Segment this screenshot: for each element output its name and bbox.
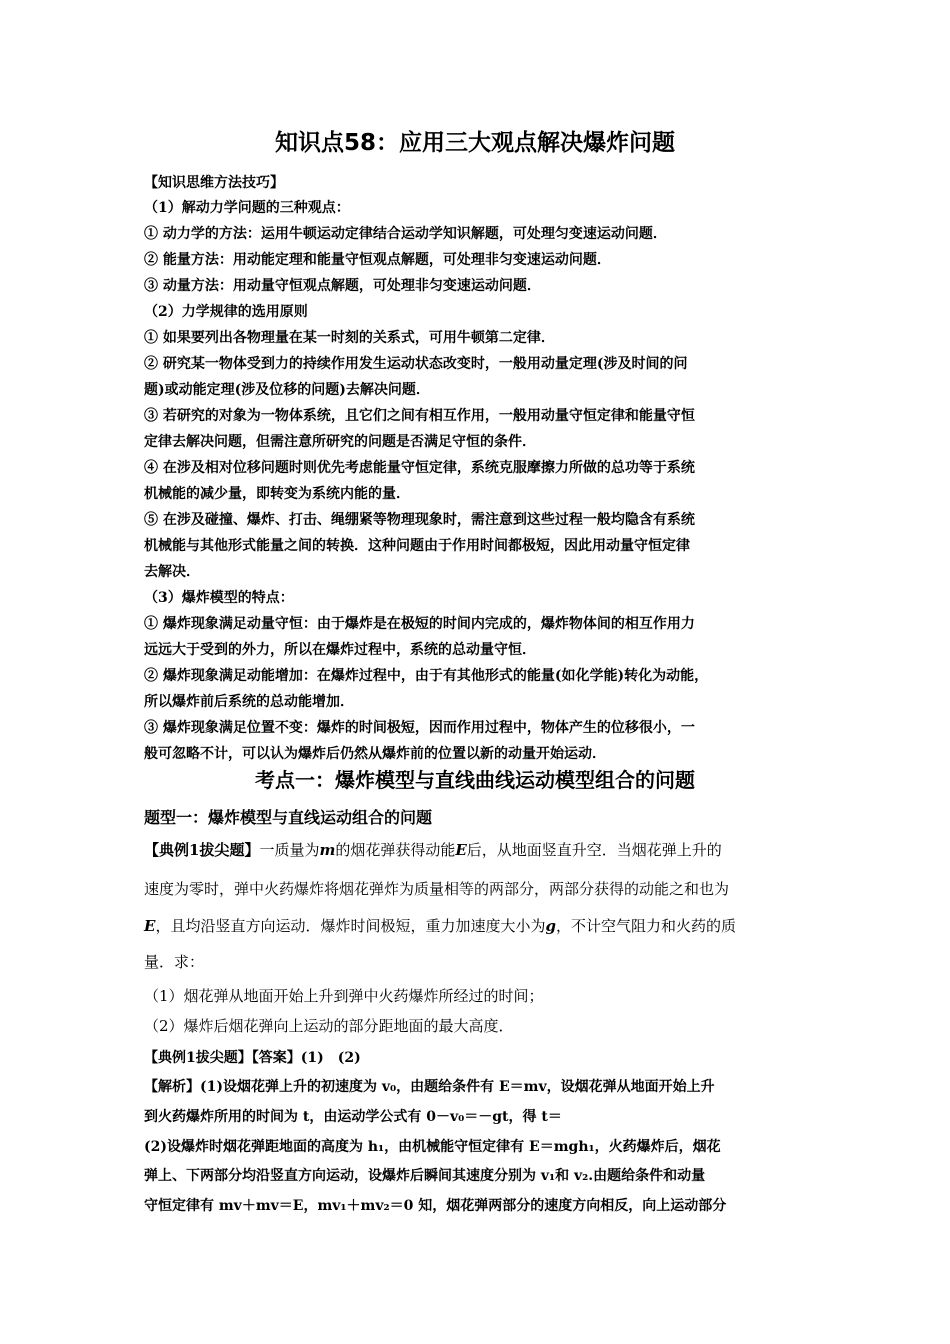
example-line: 速度为零时，弹中火药爆炸将烟花弹炸为质量相等的两部分，两部分获得的动能之和也为 <box>144 880 730 898</box>
example-line: 量．求： <box>144 953 205 971</box>
section-2-heading: （2）力学规律的选用原则 <box>144 304 308 320</box>
s2-line: ① 如果要列出各物理量在某一时刻的关系式，可用牛顿第二定律． <box>144 330 555 346</box>
s2-line: 机械能与其他形式能量之间的转换．这种问题由于作用时间都极短，因此用动量守恒定律 <box>144 538 690 554</box>
method-header: 【知识思维方法技巧】 <box>144 175 284 191</box>
question-1: （1）烟花弹从地面开始上升到弹中火药爆炸所经过的时间； <box>144 987 544 1005</box>
s3-line: 远远大于受到的外力，所以在爆炸过程中，系统的总动量守恒． <box>144 642 536 658</box>
solution-line: 弹上、下两部分均沿竖直方向运动，设爆炸后瞬间其速度分别为 v₁和 v₂.由题给条件和动量 <box>144 1168 706 1184</box>
exam-point-heading: 考点一：爆炸模型与直线曲线运动模型组合的问题 <box>255 768 695 792</box>
s3-line: 般可忽略不计，可以认为爆炸后仍然从爆炸前的位置以新的动量开始运动． <box>144 746 606 762</box>
question-type-heading: 题型一：爆炸模型与直线运动组合的问题 <box>144 808 433 827</box>
page-title: 知识点58：应用三大观点解决爆炸问题 <box>274 130 675 156</box>
s2-line: ④ 在涉及相对位移问题时则优先考虑能量守恒定律，系统克服摩擦力所做的总功等于系统 <box>144 460 695 476</box>
s3-line: 所以爆炸前后系统的总动能增加． <box>144 694 354 710</box>
example-line: 【典例1拔尖题】一质量为m的烟花弹获得动能E后，从地面竖直升空．当烟花弹上升的 <box>144 841 722 859</box>
answer-line: 【典例1拔尖题】【答案】(1) (2) <box>144 1050 361 1066</box>
solution-line: 到火药爆炸所用的时间为 t，由运动学公式有 0－v₀＝－gt，得 t＝ <box>144 1109 562 1125</box>
s3-line: ① 爆炸现象满足动量守恒：由于爆炸是在极短的时间内完成的，爆炸物体间的相互作用力 <box>144 616 695 632</box>
s1-line: ③ 动量方法：用动量守恒观点解题，可处理非匀变速运动问题． <box>144 278 541 294</box>
s2-line: ③ 若研究的对象为一物体系统，且它们之间有相互作用，一般用动量守恒定律和能量守恒 <box>144 408 695 424</box>
s2-line: 定律去解决问题，但需注意所研究的问题是否满足守恒的条件． <box>144 434 536 450</box>
s2-line: 去解决． <box>144 564 200 580</box>
question-2: （2）爆炸后烟花弹向上运动的部分距地面的最大高度． <box>144 1017 514 1035</box>
solution-line: 守恒定律有 mv＋mv＝E，mv₁＋mv₂＝0 知，烟花弹两部分的速度方向相反，向上运动部分 <box>144 1198 727 1214</box>
s1-line: ② 能量方法：用动能定理和能量守恒观点解题，可处理非匀变速运动问题． <box>144 252 611 268</box>
section-1-heading: （1）解动力学问题的三种观点： <box>144 200 350 216</box>
s1-line: ① 动力学的方法：运用牛顿运动定律结合运动学知识解题，可处理匀变速运动问题． <box>144 226 667 242</box>
section-3-heading: （3）爆炸模型的特点： <box>144 590 294 606</box>
s2-line: 机械能的减少量，即转变为系统内能的量． <box>144 486 410 502</box>
example-tag: 【典例1拔尖题】 <box>144 841 260 859</box>
example-line: E，且均沿竖直方向运动．爆炸时间极短，重力加速度大小为g，不计空气阻力和火药的质 <box>144 917 736 935</box>
s3-line: ② 爆炸现象满足动能增加：在爆炸过程中，由于有其他形式的能量(如化学能)转化为动能， <box>144 668 709 684</box>
s3-line: ③ 爆炸现象满足位置不变：爆炸的时间极短，因而作用过程中，物体产生的位移很小，一 <box>144 720 695 736</box>
s2-line: ② 研究某一物体受到力的持续作用发生运动状态改变时，一般用动量定理(涉及时间的问 <box>144 356 688 372</box>
solution-line: 【解析】(1)设烟花弹上升的初速度为 v₀，由题给条件有 E＝mv，设烟花弹从地面开始上升 <box>144 1079 715 1095</box>
s2-line: ⑤ 在涉及碰撞、爆炸、打击、绳绷紧等物理现象时，需注意到这些过程一般均隐含有系统 <box>144 512 695 528</box>
s2-line: 题)或动能定理(涉及位移的问题)去解决问题． <box>144 382 430 398</box>
solution-line: (2)设爆炸时烟花弹距地面的高度为 h₁，由机械能守恒定律有 E＝mgh₁，火药爆炸后，烟花 <box>144 1139 721 1155</box>
